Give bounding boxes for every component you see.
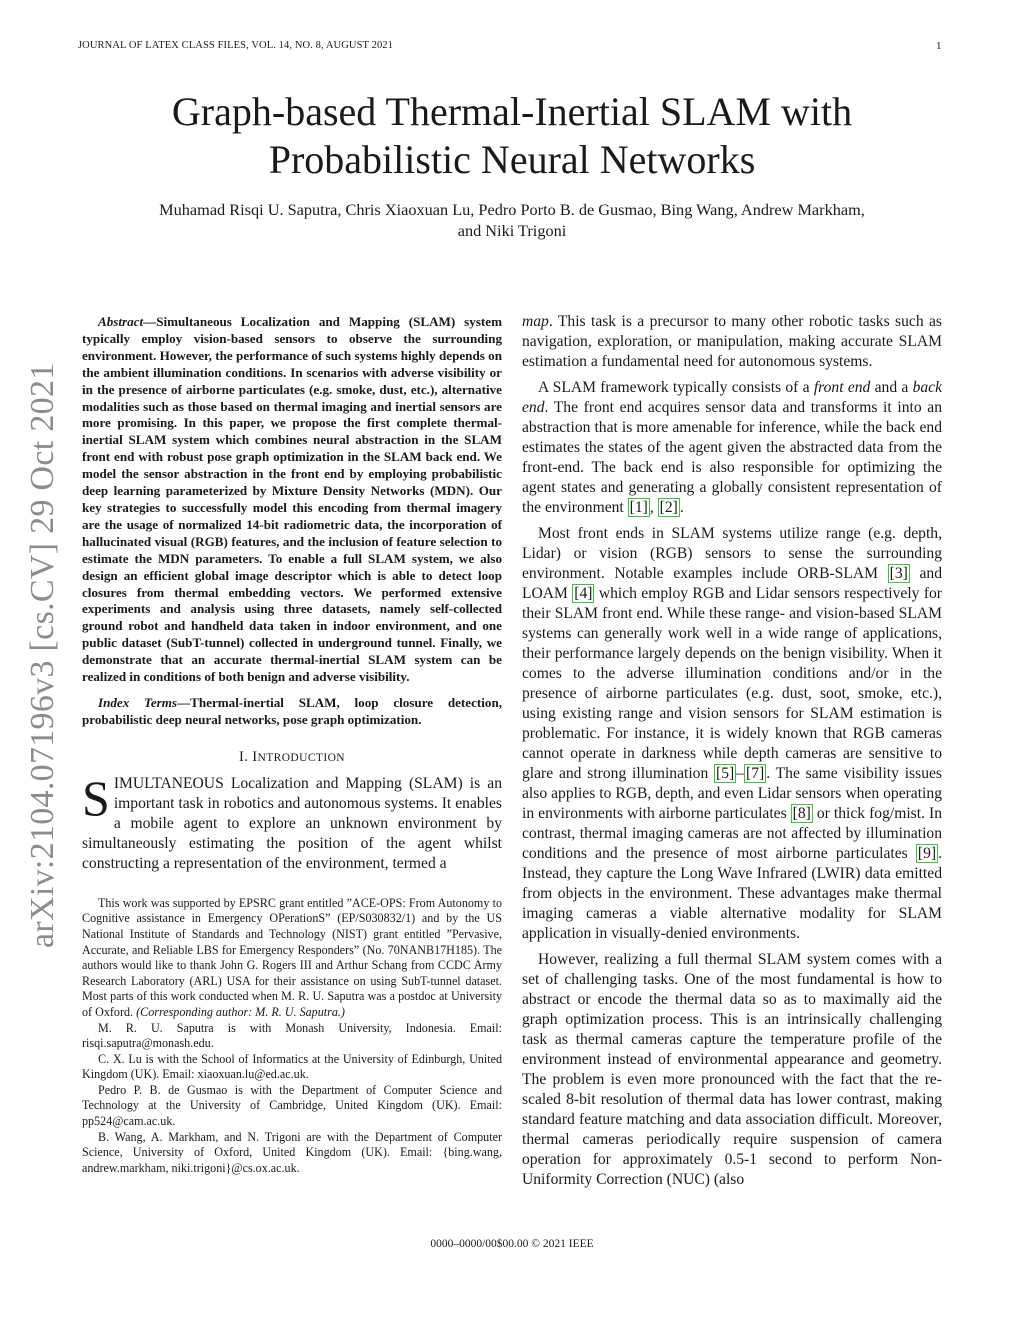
paper-title (120, 88, 904, 184)
footnotes (82, 896, 502, 1177)
page-number: 1 (936, 40, 942, 52)
left-column (82, 314, 502, 1176)
footnote-author-saputra: M. R. U. Saputra is with Monash University, Indonesia. Email: risqi.saputra@monash.edu. (82, 1020, 502, 1051)
term-front-end: front end (813, 379, 871, 396)
intro-text: IMULTANEOUS Localization and Mapping (SLAM) is an important task in robotics and autonomous systems. It enables a mobile agent to explore an unknown environment by simultaneously estimating the position of the agent whilst constructing a representation of the environment, termed a (82, 774, 502, 872)
intro-paragraph (82, 769, 502, 874)
p2-sep: , (649, 499, 658, 516)
abstract (82, 314, 502, 686)
citation-link[interactable]: [7] (746, 765, 765, 782)
running-header: JOURNAL OF LATEX CLASS FILES, VOL. 14, NO. 8, AUGUST 2021 (78, 40, 393, 51)
section-numeral: I. I (239, 748, 258, 765)
citation-link[interactable]: [9] (917, 845, 937, 862)
term-map: map (522, 313, 549, 330)
p3-text-c: which employ RGB and Lidar sensors respectively for their SLAM front end. While these range- and vision-based SLAM systems can generally work well in a wide range of applications, their performance largely depends on the benign visibility. When it comes to the adverse illumination conditions and/or in the presence of airborne particulates (e.g. dust, soot, smoke, etc.), using existing range and vision sensors for SLAM estimation is problematic. For instance, it is widely known that RGB cameras cannot operate in darkness while depth cameras are sensitive to glare and strong illumination (522, 585, 942, 782)
authors-line-1: Muhamad Risqi U. Saputra, Chris Xiaoxuan Lu, Pedro Porto B. de Gusmao, Bing Wang, Andrew Markham, (159, 200, 865, 219)
p2-text-b: and a (870, 379, 913, 396)
citation-link[interactable]: [1] (629, 499, 648, 516)
citation-link[interactable]: [8] (792, 805, 811, 822)
p3-text-e: or thick fog/mist. In contrast, thermal imaging cameras are not affected by illumination conditions and the presence of most airborne particulates (522, 805, 942, 862)
footnote-author-gusmao: Pedro P. B. de Gusmao is with the Department of Computer Science and Technology at the University of Cambridge, United Kingdom (UK). Email: pp524@cam.ac.uk. (82, 1082, 502, 1129)
title-line-1: Graph-based Thermal-Inertial SLAM with (171, 89, 853, 134)
section-heading-introduction (82, 749, 502, 766)
drop-cap: S (82, 769, 110, 826)
paragraph-1 (522, 312, 942, 372)
citation-link[interactable]: [2] (659, 499, 678, 516)
index-terms (82, 695, 502, 729)
copyright-notice: 0000–0000/00$00.00 © 2021 IEEE (430, 1238, 594, 1250)
section-title-rest: NTRODUCTION (257, 751, 345, 764)
index-terms-text: —Thermal-inertial SLAM, loop closure detection, probabilistic deep neural networks, pose graph optimization. (82, 694, 503, 727)
term-back-end: back end (522, 379, 942, 416)
paragraph-4: However, realizing a full thermal SLAM system comes with a set of challenging tasks. One of the most fundamental is how to abstract or encode the thermal data so as to maximally aid the graph optimization process. This is an intrinsically challenging task as thermal cameras capture the temperature profile of the environment instead of environmental appearance and geometry. The problem is even more pronounced with the fact that the re-scaled 8-bit resolution of thermal data has lower contrast, making standard feature matching and data association difficult. Moreover, thermal cameras periodically require suspension of camera operation for approximately 0.5-1 second to perform Non-Uniformity Correction (NUC) (also (522, 951, 942, 1188)
paragraph-3 (522, 524, 942, 944)
citation-link[interactable]: [4] (574, 585, 593, 602)
footnote-corresponding: (Corresponding author: M. R. U. Saputra.) (136, 1004, 345, 1019)
arxiv-identifier: arXiv:2104.07196v3 [cs.CV] 29 Oct 2021 (24, 362, 61, 948)
abstract-label: Abstract (98, 314, 144, 329)
p3-text-a: Most front ends in SLAM systems utilize range (e.g. depth, Lidar) or vision (RGB) sensors to sense the surrounding environment. Notable examples include ORB-SLAM (522, 525, 942, 582)
p2-text-c: . The front end acquires sensor data and transforms it into an abstraction that is more amenable for inference, while the back end estimates the states of the agent given the abstracted data from the front-end. The back end is also responsible for optimizing the agent states and generating a globally consistent representation of the environment (522, 399, 942, 516)
footnote-author-lu: C. X. Lu is with the School of Informatics at the University of Edinburgh, United Kingdom (UK). Email: xiaoxuan.lu@ed.ac.uk. (82, 1051, 502, 1082)
footnote-author-oxford: B. Wang, A. Markham, and N. Trigoni are with the Department of Computer Science, University of Oxford, United Kingdom (UK). Email: {bing.wang, andrew.markham, niki.trigoni}@cs.ox.ac.uk. (82, 1129, 502, 1175)
title-line-2: Probabilistic Neural Networks (268, 137, 756, 182)
paragraph-2 (522, 378, 942, 518)
p3-dash: – (736, 765, 745, 782)
p3-text-f: . Instead, they capture the Long Wave Infrared (LWIR) data emitted from objects in the environment. These advantages make thermal imaging cameras a viable alternative modality for SLAM application in visually-denied environments. (522, 845, 942, 942)
p2-end: . (679, 499, 684, 516)
citation-link[interactable]: [3] (889, 565, 908, 582)
footnote-funding (82, 896, 502, 1021)
citation-link[interactable]: [5] (716, 765, 735, 782)
p2-text-a: A SLAM framework typically consists of a (538, 379, 814, 396)
p3-text-b: and LOAM (522, 565, 942, 602)
abstract-text: —Simultaneous Localization and Mapping (SLAM) system typically employ vision-based sensors to observe the surrounding environment. However, the performance of such systems highly depends on the ambient illumination conditions. In scenarios with adverse visibility or in the presence of airborne particulates (e.g. smoke, dust, etc.), alternative modalities such as those based on thermal imaging and inertial sensors are more promising. In this paper, we propose the first complete thermal-inertial SLAM system which combines neural abstraction in the SLAM front end with robust pose graph optimization in the SLAM back end. We model the sensor abstraction in the front end by employing probabilistic deep learning parameterized by Mixture Density Networks (MDN). Our key strategies to successfully model this encoding from thermal imagery are the usage of normalized 14-bit radiometric data, the incorporation of hallucinated visual (RGB) features, and the inclusion of feature selection to estimate the MDN parameters. To enable a full SLAM system, we also design an efficient global image descriptor which is able to detect loop closures from thermal embedding vectors. We performed extensive experiments and analysis using three datasets, namely self-collected ground robot and handheld data taken in indoor environment, and one public dataset (SubT-tunnel) collected in underground tunnel. Finally, we demonstrate that an accurate thermal-inertial SLAM system can be realized in conditions of both benign and adverse visibility. (82, 314, 502, 685)
authors-line-2: and Niki Trigoni (457, 221, 567, 240)
paragraph-1-text: . This task is a precursor to many other robotic tasks such as navigation, exploration, or manipulation, making accurate SLAM estimation a fundamental need for autonomous systems. (522, 313, 942, 370)
p3-text-d: . The same visibility issues also applies to RGB, depth, and even Lidar sensors when operating in environments with airborne particulates (522, 765, 942, 822)
author-list (80, 199, 944, 241)
footnote-funding-text: This work was supported by EPSRC grant entitled ”ACE-OPS: From Autonomy to Cognitive assistance in Emergency OPerationS” (EP/S030832/1) and by the US National Institute of Standards and Technology (NIST) grant entitled ”Pervasive, Accurate, and Reliable LBS for Emergency Responders” (No. 70NANB17H185). The authors would like to thank John G. Rogers III and Arthur Schang from CCDC Army Research Laboratory (ARL) USA for their assistance on using SubT-tunnel dataset. Most parts of this work conducted when M. R. U. Saputra was a postdoc at University of Oxford. (82, 895, 502, 1019)
index-terms-label: Index Terms (98, 694, 178, 710)
right-column (522, 312, 942, 1190)
